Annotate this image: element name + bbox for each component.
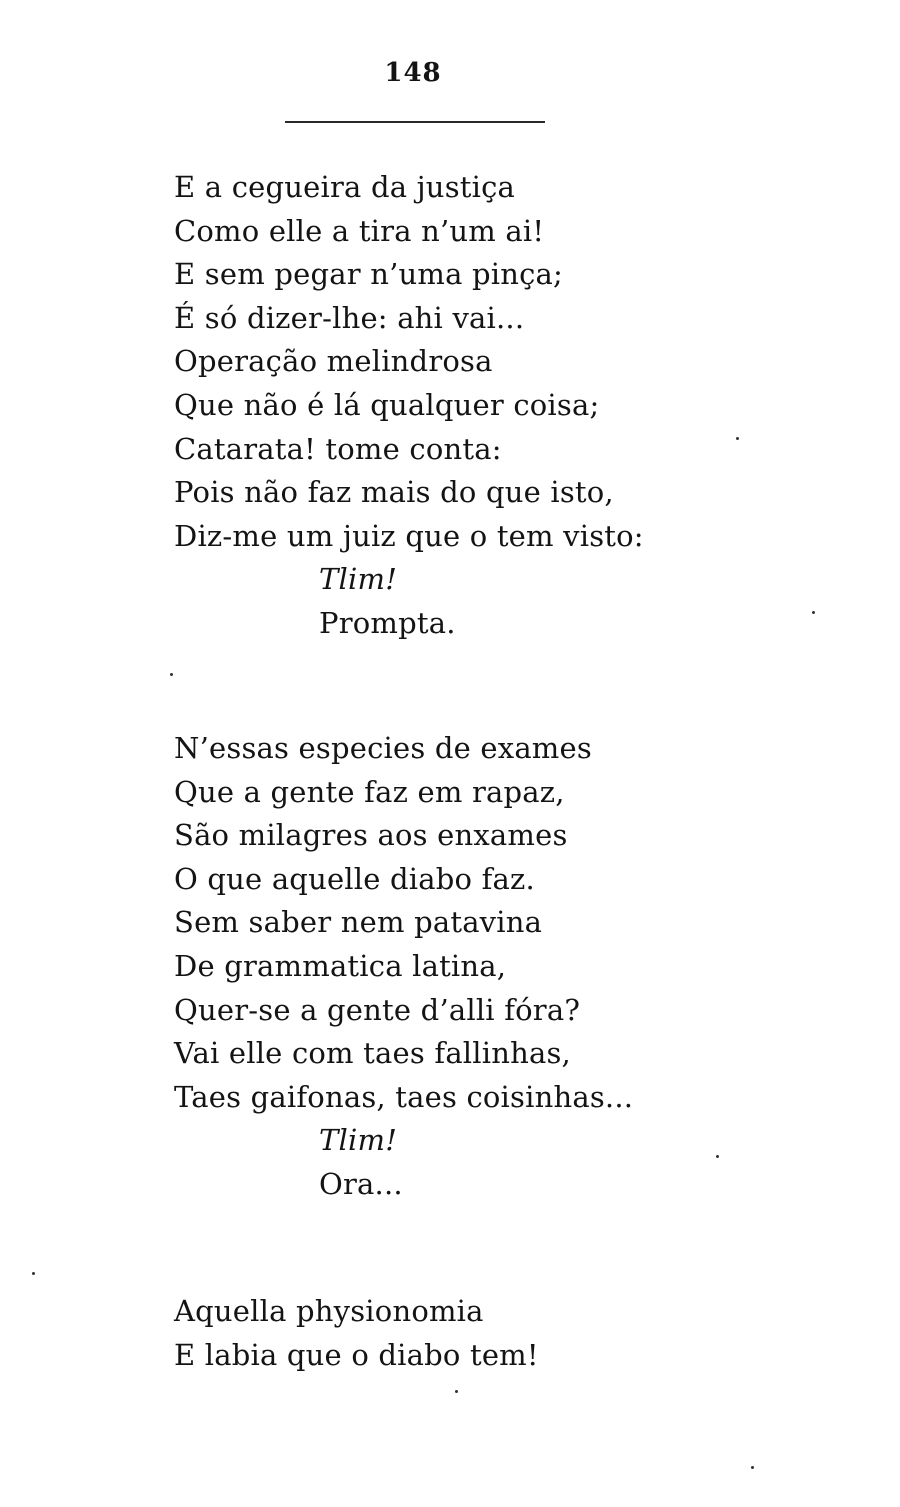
verse-line: Que não é lá qualquer coisa; — [174, 387, 600, 422]
verse-line: N’essas especies de exames — [174, 731, 592, 765]
verse-line: Diz-me um juiz que o tem visto: — [174, 518, 644, 553]
page-number: 148 — [384, 58, 442, 88]
verse-line: E sem pegar n’uma pinça; — [174, 257, 564, 292]
verse-line: O que aquelle diabo faz. — [174, 861, 535, 896]
scan-speck — [455, 1390, 458, 1393]
stanza-1 — [174, 166, 644, 646]
stanza-2 — [174, 727, 633, 1207]
scan-speck — [716, 1155, 719, 1158]
scan-speck — [812, 611, 815, 614]
verse-line: São milagres aos enxames — [174, 818, 568, 853]
refrain-word: Prompta. — [319, 605, 456, 640]
verse-line: Sem saber nem patavina — [174, 905, 543, 940]
scan-speck — [170, 673, 173, 676]
scan-speck — [751, 1466, 754, 1469]
verse-line: Que a gente faz em rapaz, — [174, 774, 565, 809]
refrain-word: Ora... — [319, 1166, 403, 1201]
verse-line: Vai elle com taes fallinhas, — [174, 1036, 571, 1071]
scan-speck — [736, 437, 739, 440]
refrain-exclamation: Tlim! — [319, 1123, 398, 1158]
refrain-exclamation: Tlim! — [319, 562, 398, 597]
verse-line: Quer-se a gente d’alli fóra? — [174, 992, 581, 1027]
stanza-3 — [174, 1290, 539, 1377]
verse-line: Aquella physionomia — [174, 1294, 484, 1328]
verse-line: E a cegueira da justiça — [174, 170, 516, 204]
verse-line: E labia que o diabo tem! — [174, 1337, 539, 1372]
verse-line: Como elle a tira n’um ai! — [174, 213, 545, 248]
verse-line: Pois não faz mais do que isto, — [174, 475, 614, 510]
verse-line: Operação melindrosa — [174, 344, 493, 379]
scan-speck — [32, 1272, 35, 1275]
verse-line: Catarata! tome conta: — [174, 431, 502, 466]
verse-line: Taes gaifonas, taes coisinhas... — [174, 1079, 634, 1114]
header-rule — [285, 121, 545, 123]
verse-line: É só dizer-lhe: ahi vai... — [174, 300, 525, 335]
verse-line: De grammatica latina, — [174, 948, 507, 983]
